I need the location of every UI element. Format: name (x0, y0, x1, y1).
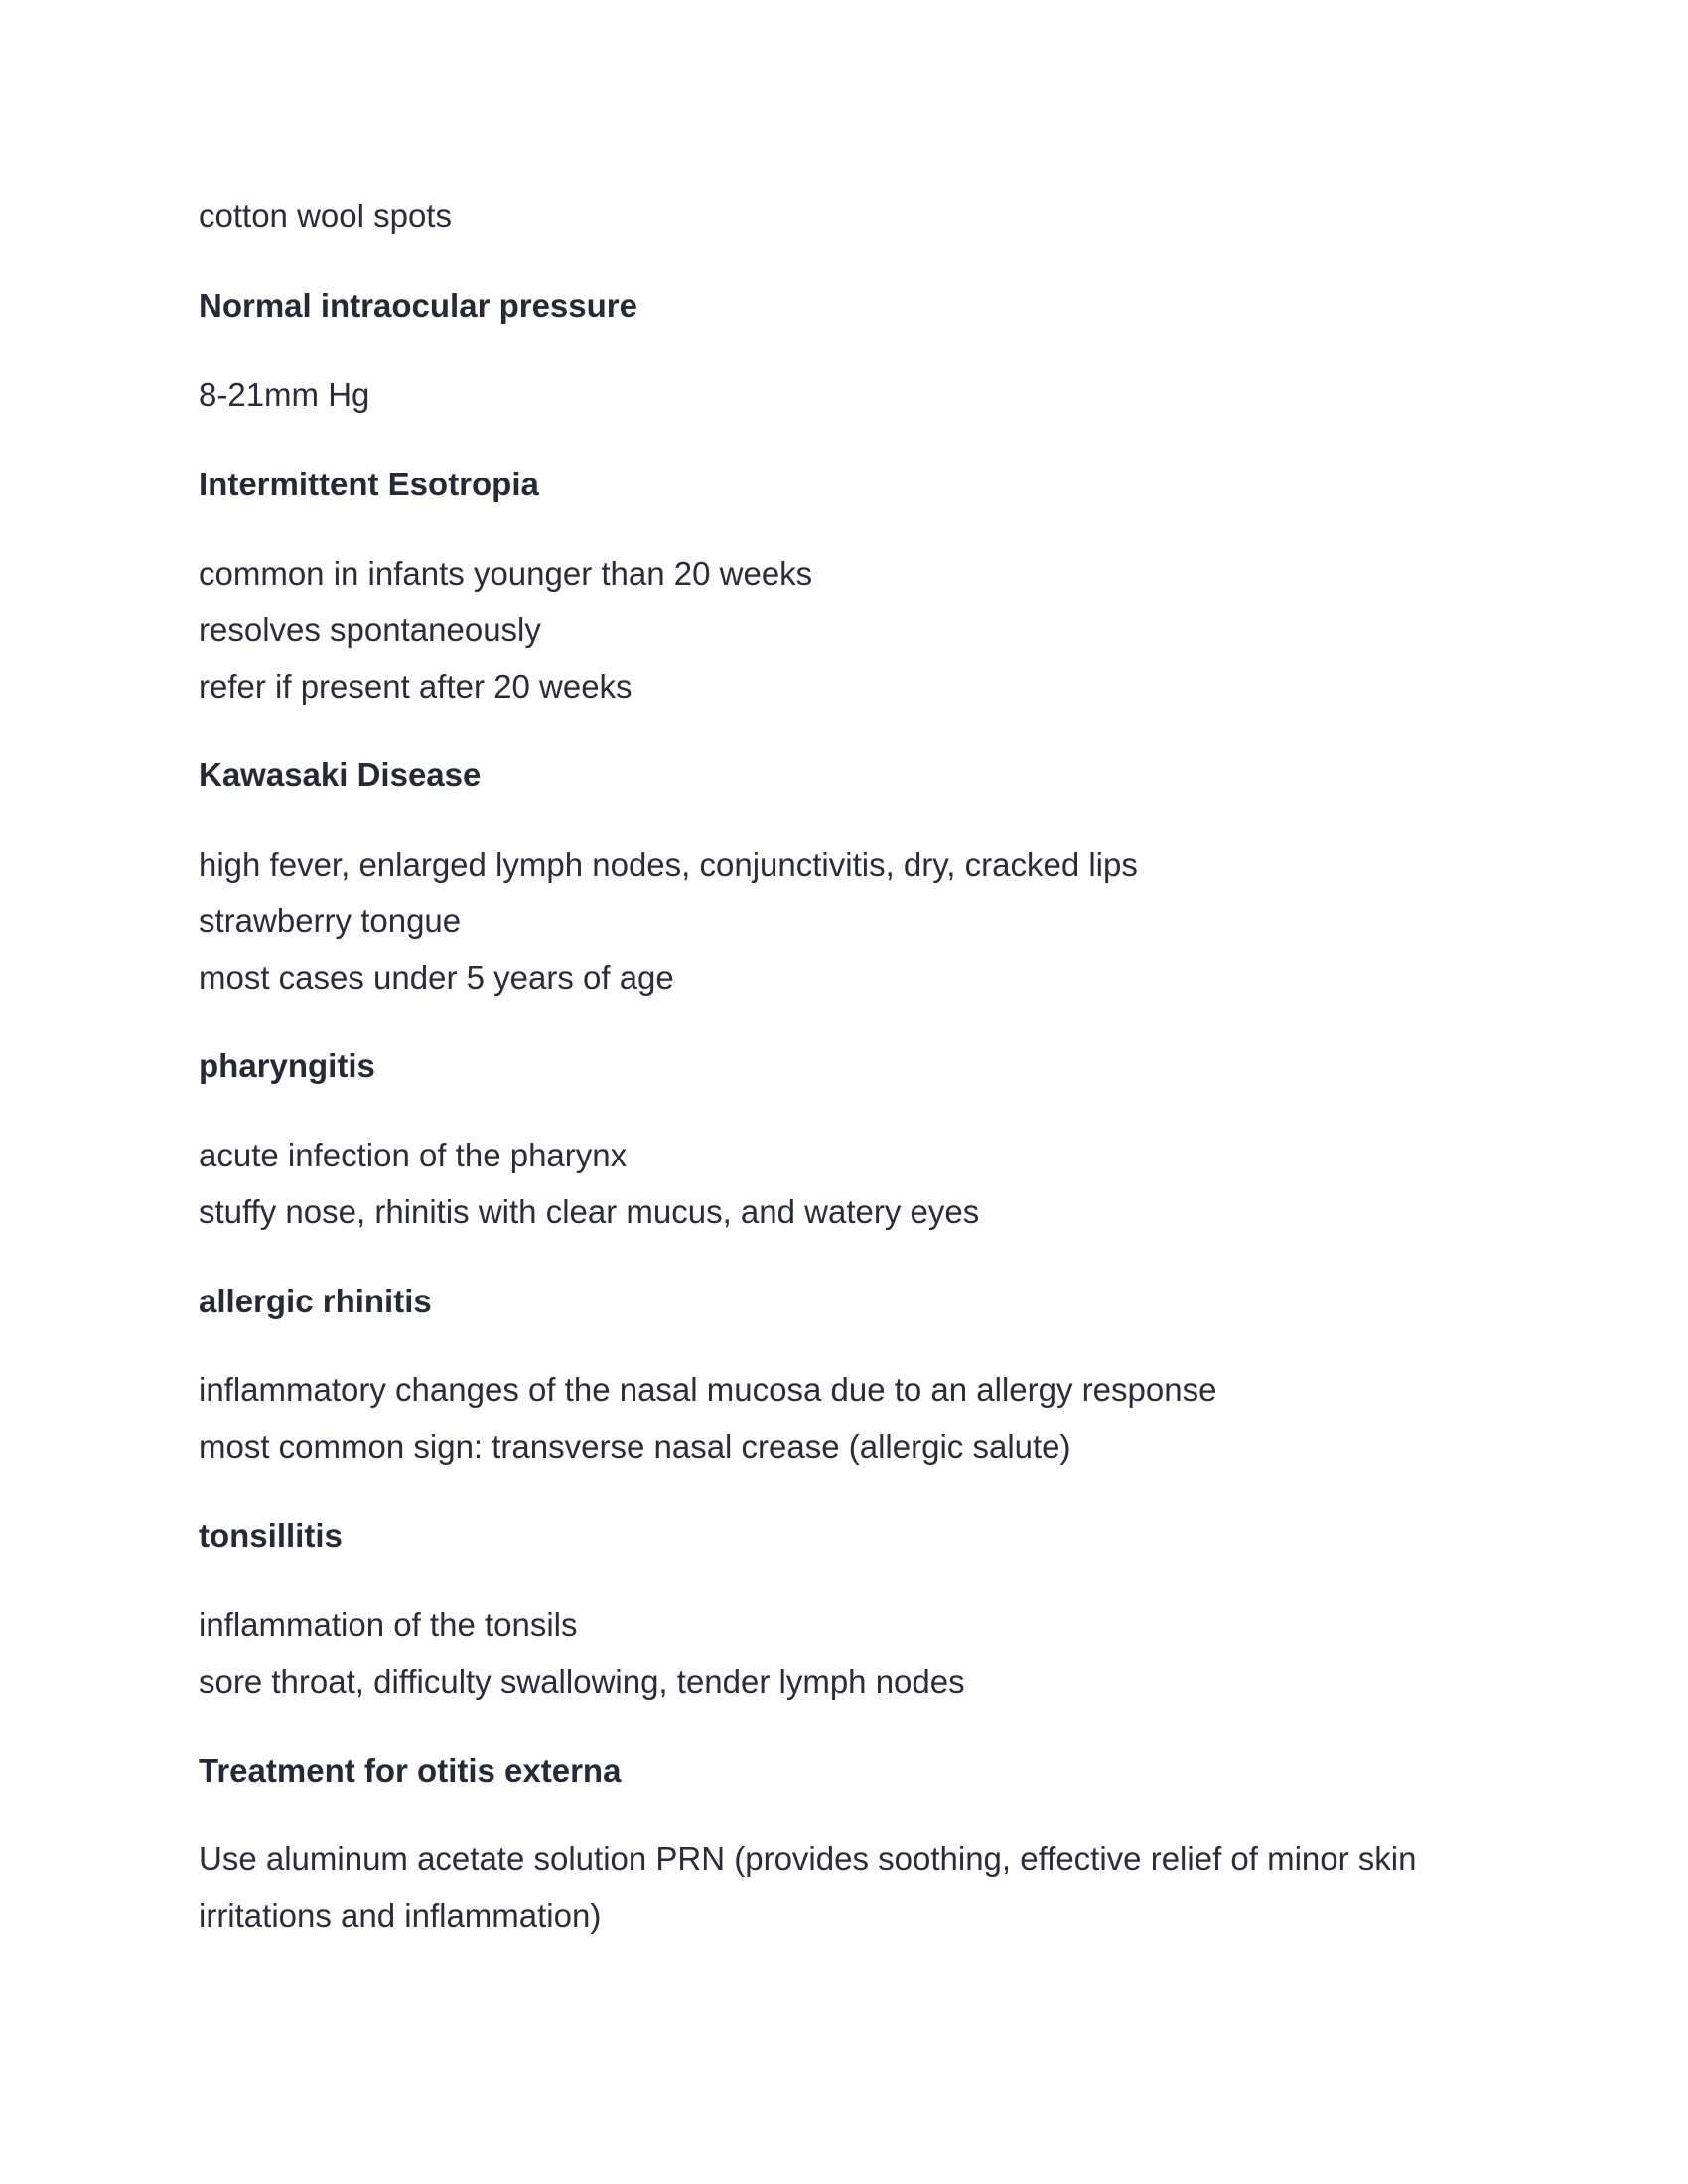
body-text-line: high fever, enlarged lymph nodes, conjunctivitis, dry, cracked lips (199, 846, 1138, 883)
section-heading: Intermittent Esotropia (199, 466, 539, 502)
body-text-line: 8-21mm Hg (199, 376, 370, 413)
body-text-line: most common sign: transverse nasal crease (allergic salute) (199, 1429, 1071, 1465)
section-heading: Kawasaki Disease (199, 756, 482, 793)
body-text-line: Use aluminum acetate solution PRN (provides soothing, effective relief of minor skin (199, 1841, 1417, 1877)
body-text-line: cotton wool spots (199, 198, 452, 234)
section-heading: Treatment for otitis externa (199, 1752, 622, 1789)
body-text-line: resolves spontaneously (199, 612, 541, 648)
body-text-line: refer if present after 20 weeks (199, 668, 633, 705)
section-heading: Normal intraocular pressure (199, 287, 637, 324)
body-text-line: inflammation of the tonsils (199, 1606, 578, 1643)
section-heading: pharyngitis (199, 1047, 375, 1084)
body-text-line: stuffy nose, rhinitis with clear mucus, and watery eyes (199, 1193, 980, 1230)
body-text-line: strawberry tongue (199, 902, 462, 939)
section-heading: tonsillitis (199, 1517, 343, 1554)
body-text-line: inflammatory changes of the nasal mucosa due to an allergy response (199, 1371, 1217, 1408)
body-text-line: sore throat, difficulty swallowing, tender lymph nodes (199, 1663, 965, 1700)
body-text-line: common in infants younger than 20 weeks (199, 555, 813, 592)
body-text-line: most cases under 5 years of age (199, 959, 674, 996)
body-text-line: acute infection of the pharynx (199, 1137, 628, 1173)
section-heading: allergic rhinitis (199, 1283, 432, 1319)
body-text-line: irritations and inflammation) (199, 1897, 602, 1934)
